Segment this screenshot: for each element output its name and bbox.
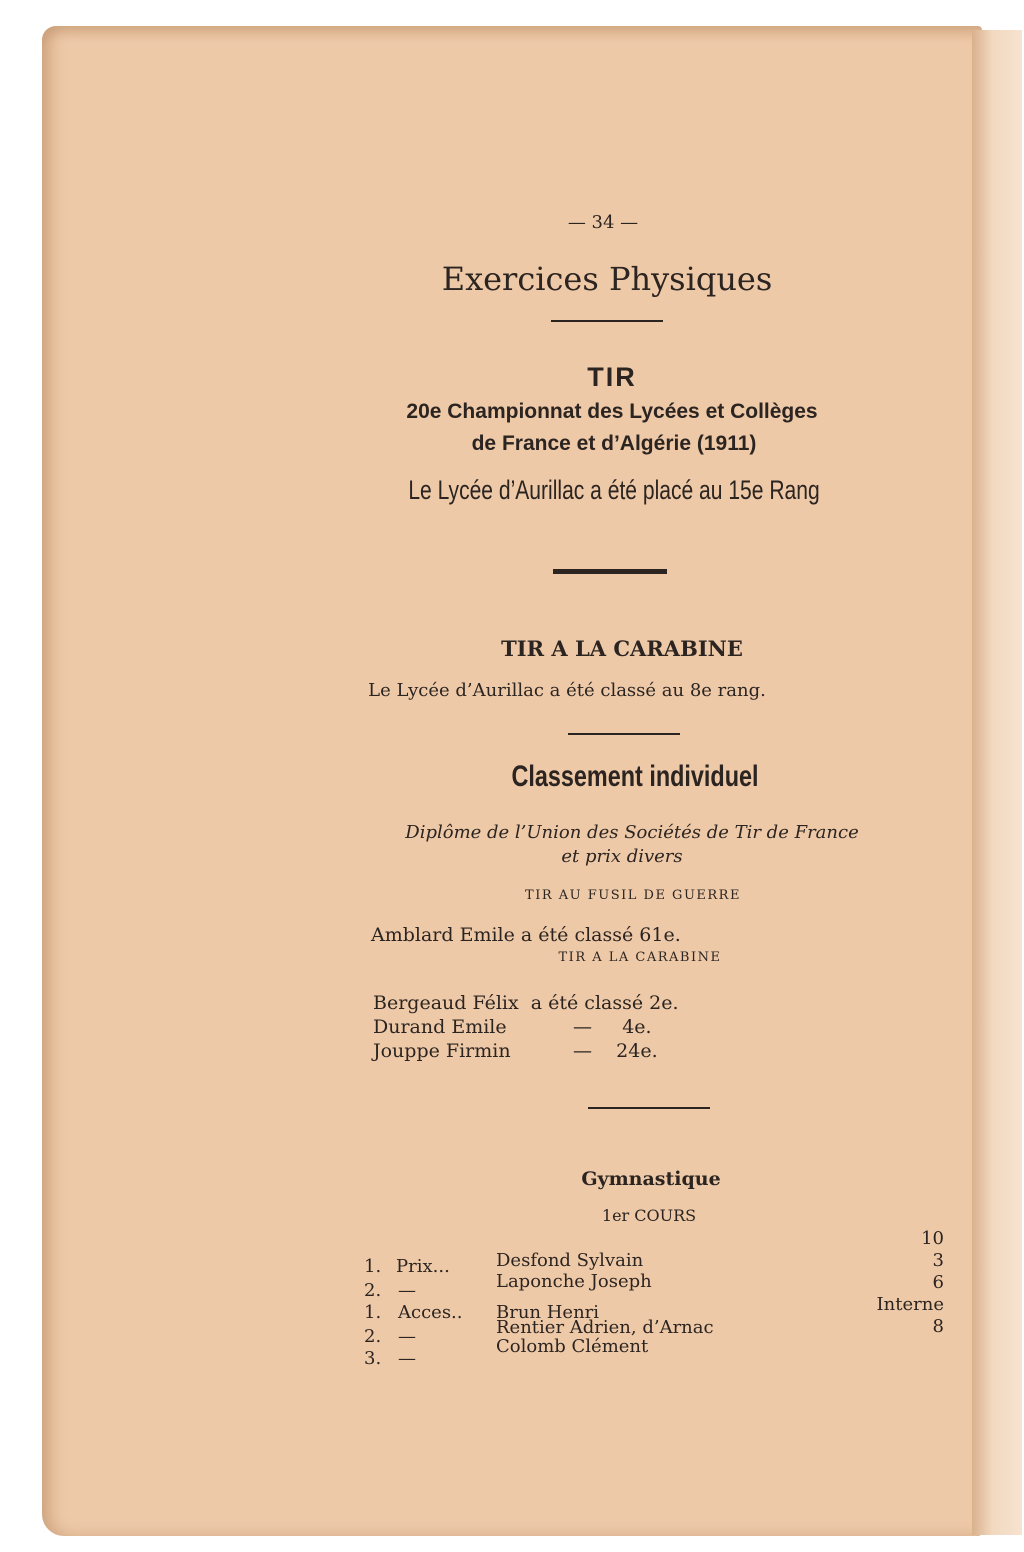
divider [588,1107,710,1109]
carabine-heading: TIR A LA CARABINE [501,636,743,661]
page-number: — 34 — [567,212,639,233]
right-value: 10 [921,1228,944,1249]
carabine-subheading: TIR A LA CARABINE [558,950,722,965]
item-number: 2. [364,1280,382,1301]
carabine-rank-line: Le Lycée d’Aurillac a été classé au 8e rang. [368,680,766,701]
thick-divider [553,569,667,574]
right-value: 6 [932,1272,944,1293]
item-number: 2. [364,1326,382,1347]
item-name: Colomb Clément [496,1336,649,1357]
entry-result: a été classé 2e. [530,992,679,1014]
right-values-column [877,1228,944,1338]
diplome-line-1: Diplôme de l’Union des Sociétés de Tir de France [405,822,859,843]
right-value: 3 [932,1250,944,1271]
diplome-line-2: et prix divers [561,846,683,867]
item-name: Rentier Adrien, d’Arnac [496,1317,714,1338]
page-title: Exercices Physiques [441,260,773,298]
next-page-edge [972,30,1022,1535]
fusil-result: Amblard Emile a été classé 61e. [371,924,681,946]
entry-name: Jouppe Firmin [373,1040,511,1062]
carabine-entry [373,1040,673,1062]
item-award: Prix... [396,1256,450,1277]
course-heading: 1er COURS [601,1206,697,1225]
entry-result: — 4e. [573,1016,652,1038]
item-award: — [398,1348,416,1369]
fusil-heading: TIR AU FUSIL DE GUERRE [525,888,741,903]
item-award: Acces.. [398,1302,463,1323]
item-name: Brun Henri [496,1302,600,1323]
carabine-entry [373,992,679,1014]
tir-heading: TIR [587,362,637,392]
item-award: — [398,1280,416,1301]
item-name: Desfond Sylvain [496,1250,644,1271]
divider [568,733,680,735]
classement-heading: Classement individuel [511,760,759,793]
carabine-entry [373,1016,673,1038]
tir-rank-line: Le Lycée d’Aurillac a été placé au 15e Rang [408,475,820,505]
championnat-line-2: de France et d’Algérie (1911) [471,432,757,455]
item-number: 3. [364,1348,382,1369]
gymnastique-heading: Gymnastique [581,1168,721,1190]
entry-name: Durand Emile [373,1016,507,1038]
entry-name: Bergeaud Félix [373,992,519,1014]
item-award: — [398,1326,416,1347]
right-value: 8 [932,1316,944,1337]
item-number: 1. [364,1302,382,1323]
right-value: Interne [876,1294,944,1315]
item-name: Laponche Joseph [496,1271,652,1292]
divider [551,320,663,322]
entry-result: — 24e. [573,1040,658,1062]
item-number: 1. [364,1256,382,1277]
championnat-line-1: 20e Championnat des Lycées et Collèges [406,400,818,423]
